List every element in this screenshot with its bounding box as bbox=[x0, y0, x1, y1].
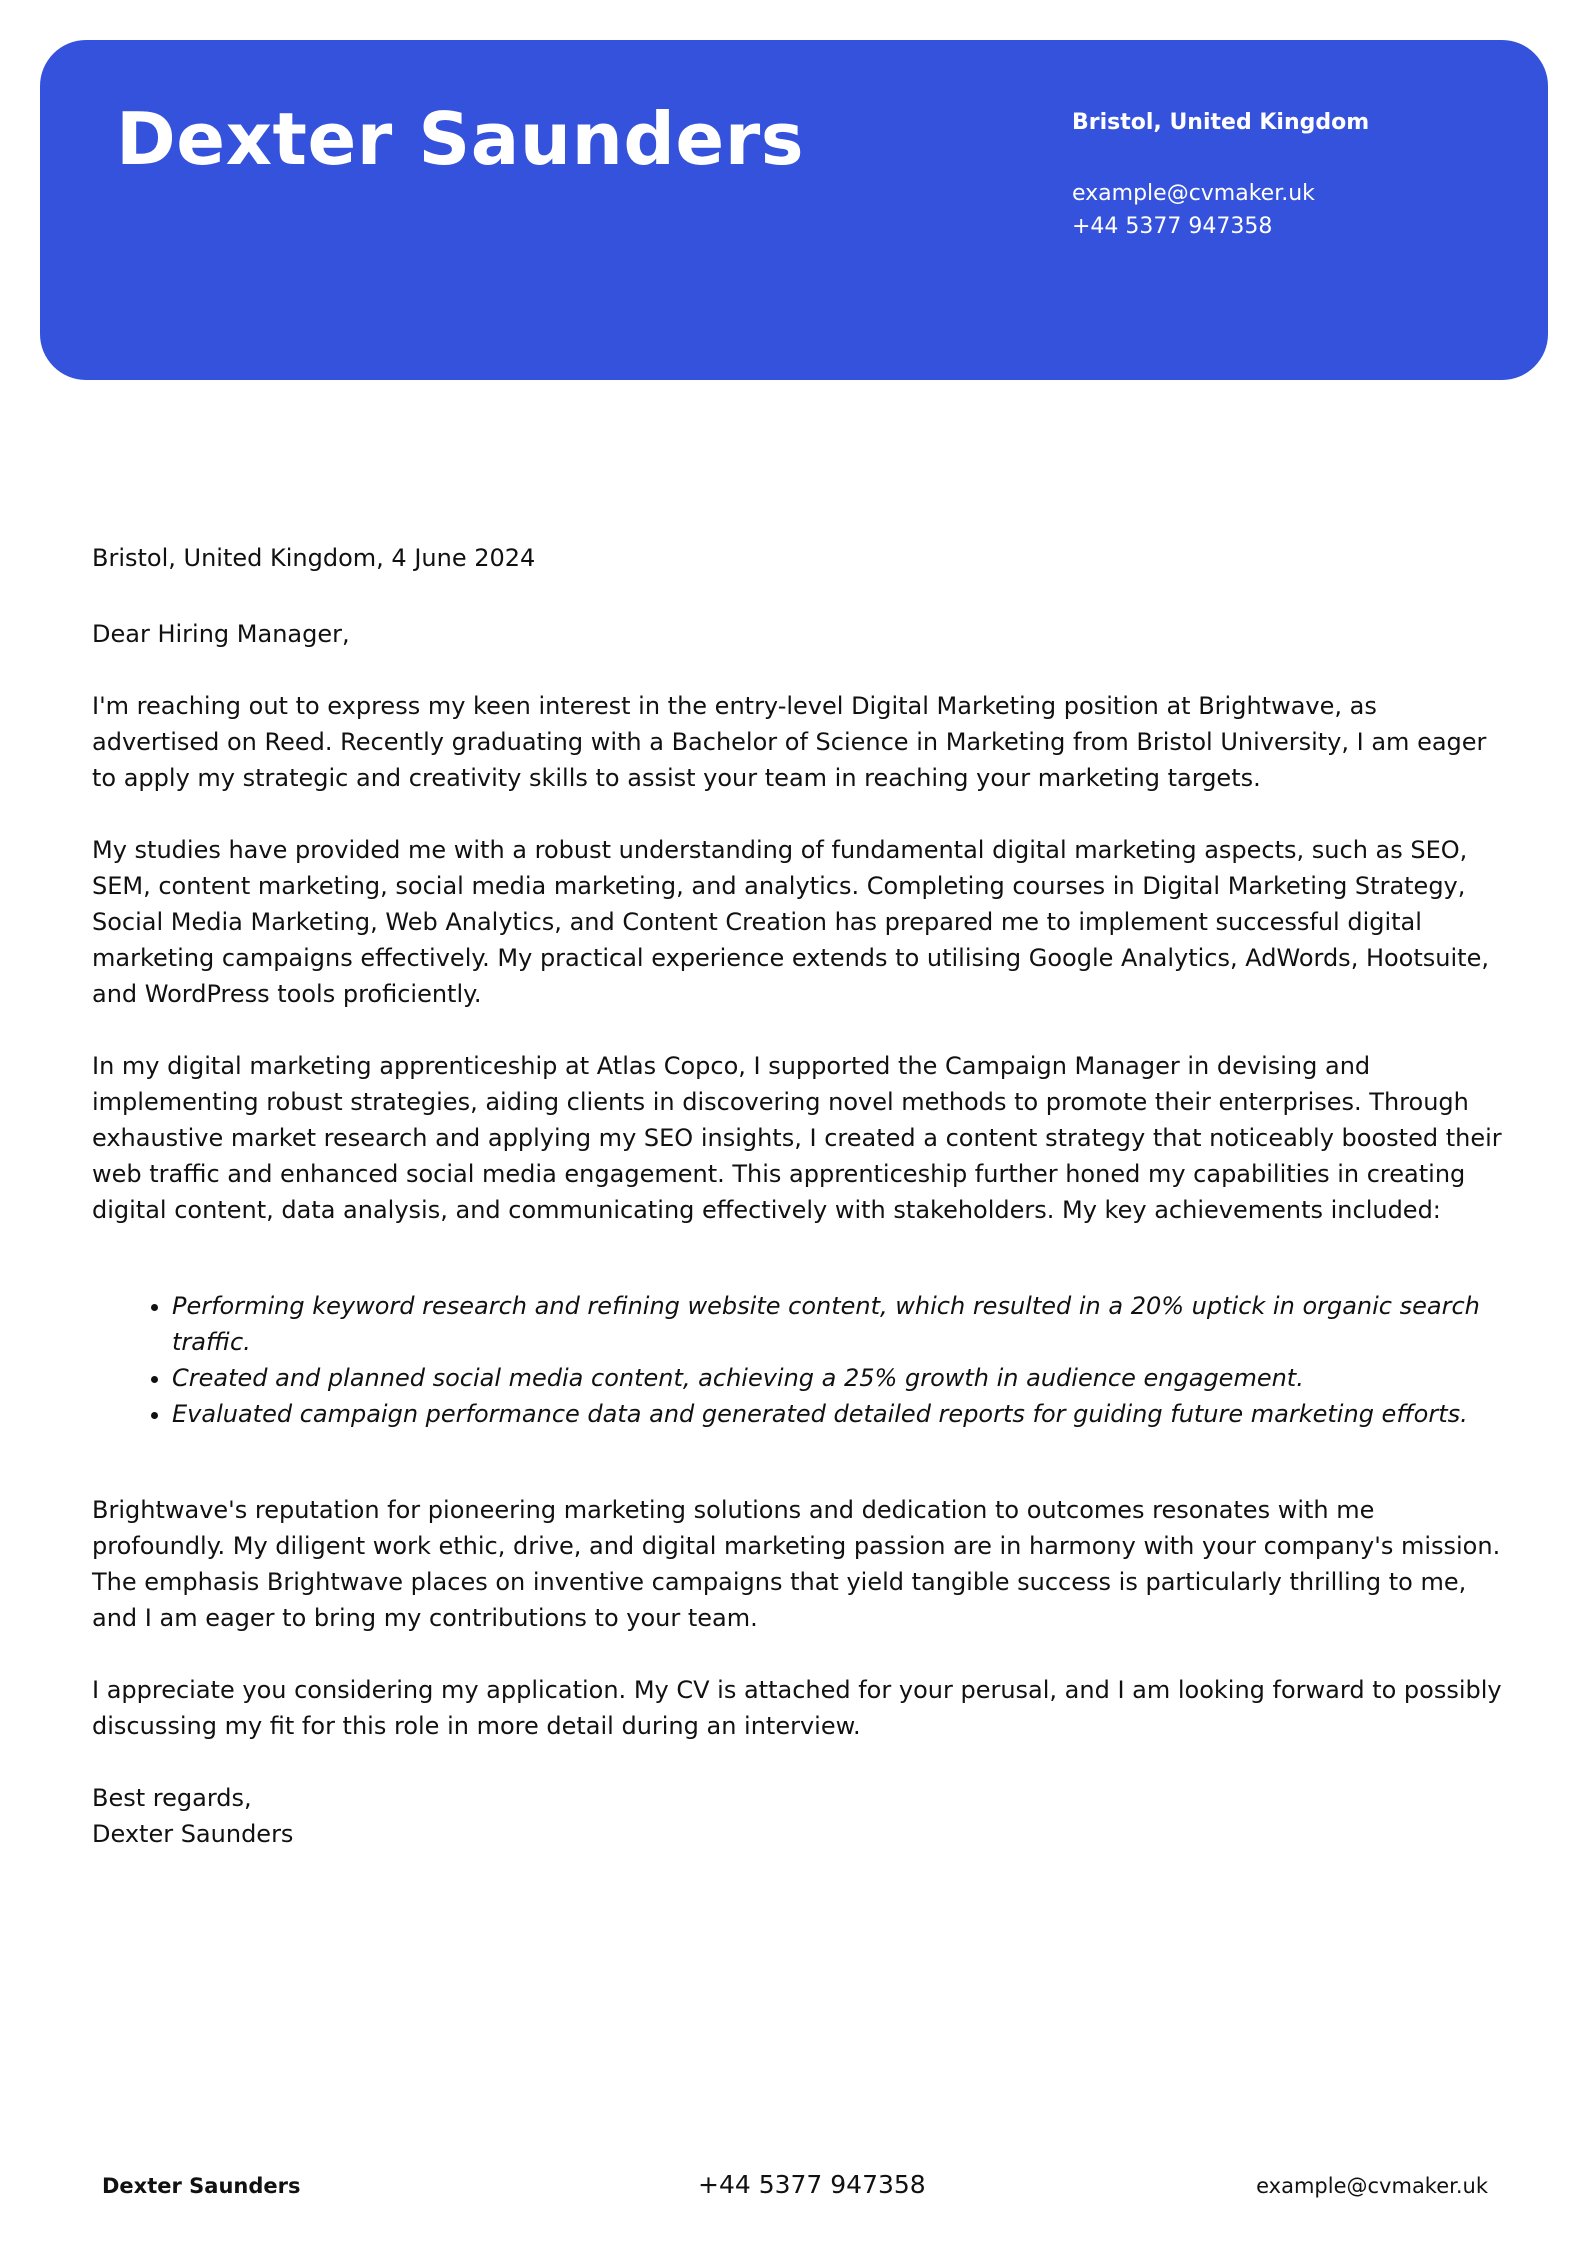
signature-name: Dexter Saunders bbox=[92, 1820, 294, 1848]
signoff: Best regards, bbox=[92, 1784, 252, 1812]
paragraph-intro: I'm reaching out to express my keen interest in the entry-level Digital Marketing position at Brightwave, as advertised on Reed. Recently graduating with a Bachelor of Science in Marketing from Bristol University, I am eager to apply my strategic and creativity skills to assist your team in reaching your marketing targets. bbox=[92, 692, 1487, 792]
footer-name: Dexter Saunders bbox=[102, 2174, 301, 2198]
paragraph-closing: I appreciate you considering my application. My CV is attached for your perusal, and I am looking forward to possibly discussing my fit for this role in more detail during an interview. bbox=[92, 1676, 1502, 1740]
header-location: Bristol, United Kingdom bbox=[1072, 110, 1370, 135]
header-banner bbox=[40, 40, 1548, 380]
paragraph-company: Brightwave's reputation for pioneering marketing solutions and dedication to outcomes resonates with me profoundly. My diligent work ethic, drive, and digital marketing passion are in harmony with your company's mission. The emphasis Brightwave places on inventive campaigns that yield tangible success is particularly thrilling to me, and I am eager to bring my contributions to your team. bbox=[92, 1496, 1501, 1632]
letter-body bbox=[92, 540, 1502, 1852]
applicant-name: Dexter Saunders bbox=[116, 97, 805, 181]
footer-email[interactable]: example@cvmaker.uk bbox=[1256, 2174, 1488, 2198]
achievement-item: • Performing keyword research and refining website content, which resulted in a 20% uptick in organic search traffic. bbox=[172, 1288, 1502, 1360]
header-email[interactable]: example@cvmaker.uk bbox=[1072, 181, 1315, 206]
footer bbox=[0, 2170, 1588, 2210]
paragraph-studies: My studies have provided me with a robust understanding of fundamental digital marketing aspects, such as SEO, SEM, content marketing, social media marketing, and analytics. Completing courses in Digital Marketing Strategy, Social Media Marketing, Web Analytics, and Content Creation has prepared me to implement successful digital marketing campaigns effectively. My practical experience extends to utilising Google Analytics, AdWords, Hootsuite, and WordPress tools proficiently. bbox=[92, 836, 1489, 1008]
date-line: Bristol, United Kingdom, 4 June 2024 bbox=[92, 544, 536, 572]
achievement-item: • Created and planned social media content, achieving a 25% growth in audience engagement. bbox=[172, 1360, 1502, 1396]
salutation: Dear Hiring Manager, bbox=[92, 620, 350, 648]
paragraph-experience: In my digital marketing apprenticeship at Atlas Copco, I supported the Campaign Manager in devising and implementing robust strategies, aiding clients in discovering novel methods to promote their enterprises. Through exhaustive market research and applying my SEO insights, I created a content strategy that noticeably boosted their web traffic and enhanced social media engagement. This apprenticeship further honed my capabilities in creating digital content, data analysis, and communicating effectively with stakeholders. My key achievements included: bbox=[92, 1052, 1502, 1224]
achievement-item: • Evaluated campaign performance data and generated detailed reports for guiding future marketing efforts. bbox=[172, 1396, 1502, 1432]
header-phone[interactable]: +44 5377 947358 bbox=[1072, 214, 1273, 239]
footer-phone[interactable]: +44 5377 947358 bbox=[698, 2170, 926, 2199]
achievements-list bbox=[92, 1288, 1502, 1432]
header-contact bbox=[1072, 106, 1369, 243]
